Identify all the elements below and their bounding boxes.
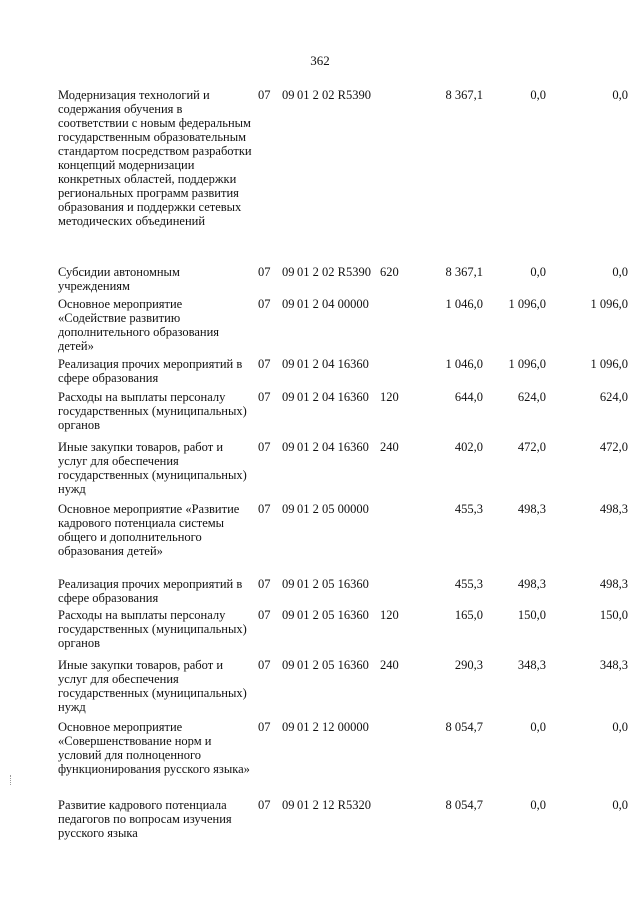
amount-year-1: 8 054,7 [445,720,483,734]
subsection-code: 09 [282,88,295,102]
amount-year-2: 1 096,0 [508,357,546,371]
amount-year-1: 165,0 [454,608,483,622]
row-name: Иные закупки товаров, работ и услуг для обеспечения государственных (муниципальных) нужд [58,440,247,496]
target-article-code: 01 2 04 16360 [297,440,369,454]
amount-year-2: 498,3 [517,577,546,591]
table-row [58,608,628,650]
subsection-code: 09 [282,297,295,311]
target-article-code: 01 2 04 00000 [297,297,369,311]
amount-year-2: 624,0 [517,390,546,404]
amount-year-2: 150,0 [517,608,546,622]
subsection-code: 09 [282,798,295,812]
subsection-code: 09 [282,265,295,279]
amount-year-2: 0,0 [530,720,546,734]
amount-year-1: 455,3 [454,502,483,516]
table-row [58,265,628,293]
subsection-code: 09 [282,502,295,516]
row-name: Реализация прочих мероприятий в сфере образования [58,577,243,605]
margin-mark [10,775,13,785]
target-article-code: 01 2 05 16360 [297,577,369,591]
amount-year-2: 472,0 [517,440,546,454]
row-name: Расходы на выплаты персоналу государственных (муниципальных) органов [58,390,247,432]
table-row [58,440,628,496]
amount-year-3: 1 096,0 [590,357,628,371]
target-article-code: 01 2 05 00000 [297,502,369,516]
expense-type-code: 120 [380,608,399,622]
amount-year-2: 0,0 [530,88,546,102]
section-code: 07 [258,577,271,591]
target-article-code: 01 2 04 16360 [297,390,369,404]
amount-year-3: 498,3 [599,577,628,591]
row-name: Реализация прочих мероприятий в сфере образования [58,357,243,385]
section-code: 07 [258,88,271,102]
section-code: 07 [258,798,271,812]
row-name: Развитие кадрового потенциала педагогов по вопросам изучения русского языка [58,798,232,840]
table-row [58,798,628,840]
amount-year-3: 624,0 [599,390,628,404]
section-code: 07 [258,720,271,734]
amount-year-1: 1 046,0 [445,297,483,311]
section-code: 07 [258,608,271,622]
row-name: Субсидии автономным учреждениям [58,265,180,293]
table-row [58,88,628,228]
page-number: 362 [310,53,330,68]
target-article-code: 01 2 04 16360 [297,357,369,371]
amount-year-1: 644,0 [454,390,483,404]
amount-year-3: 0,0 [612,88,628,102]
section-code: 07 [258,502,271,516]
amount-year-1: 1 046,0 [445,357,483,371]
amount-year-3: 498,3 [599,502,628,516]
expense-type-code: 240 [380,658,399,672]
row-name: Основное мероприятие «Развитие кадрового потенциала системы общего и дополнительного образования детей» [58,502,240,558]
row-name: Основное мероприятие «Совершенствование норм и условий для полноценного функционирования русского языка» [58,720,250,776]
amount-year-2: 498,3 [517,502,546,516]
amount-year-1: 290,3 [454,658,483,672]
table-row [58,297,628,353]
row-name: Иные закупки товаров, работ и услуг для обеспечения государственных (муниципальных) нужд [58,658,247,714]
target-article-code: 01 2 05 16360 [297,608,369,622]
row-name: Основное мероприятие «Содействие развитию дополнительного образования детей» [58,297,220,353]
table-row [58,577,628,605]
amount-year-3: 150,0 [599,608,628,622]
expense-type-code: 120 [380,390,399,404]
expense-type-code: 620 [380,265,399,279]
amount-year-1: 8 367,1 [445,265,483,279]
section-code: 07 [258,357,271,371]
table-row [58,390,628,432]
section-code: 07 [258,658,271,672]
row-name: Модернизация технологий и содержания обучения в соответствии с новым федеральным государственным образовательным стандартом посредством разработки концепций модернизации конкретных областей, поддержки региональных программ развития образования и поддержки сетевых методических объединений [58,88,252,228]
subsection-code: 09 [282,577,295,591]
amount-year-3: 0,0 [612,798,628,812]
amount-year-1: 455,3 [454,577,483,591]
target-article-code: 01 2 02 R5390 [297,265,371,279]
amount-year-2: 1 096,0 [508,297,546,311]
table-row [58,357,628,385]
amount-year-3: 348,3 [599,658,628,672]
amount-year-2: 0,0 [530,265,546,279]
table-row [58,658,628,714]
amount-year-3: 1 096,0 [590,297,628,311]
target-article-code: 01 2 12 R5320 [297,798,371,812]
subsection-code: 09 [282,390,295,404]
target-article-code: 01 2 12 00000 [297,720,369,734]
amount-year-3: 0,0 [612,265,628,279]
target-article-code: 01 2 05 16360 [297,658,369,672]
amount-year-1: 8 054,7 [445,798,483,812]
subsection-code: 09 [282,658,295,672]
amount-year-2: 0,0 [530,798,546,812]
amount-year-3: 472,0 [599,440,628,454]
row-name: Расходы на выплаты персоналу государственных (муниципальных) органов [58,608,247,650]
subsection-code: 09 [282,357,295,371]
section-code: 07 [258,265,271,279]
section-code: 07 [258,297,271,311]
subsection-code: 09 [282,720,295,734]
table-row [58,502,628,558]
section-code: 07 [258,440,271,454]
table-row [58,720,628,776]
subsection-code: 09 [282,440,295,454]
amount-year-2: 348,3 [517,658,546,672]
target-article-code: 01 2 02 R5390 [297,88,371,102]
section-code: 07 [258,390,271,404]
subsection-code: 09 [282,608,295,622]
amount-year-1: 8 367,1 [445,88,483,102]
amount-year-1: 402,0 [454,440,483,454]
amount-year-3: 0,0 [612,720,628,734]
expense-type-code: 240 [380,440,399,454]
